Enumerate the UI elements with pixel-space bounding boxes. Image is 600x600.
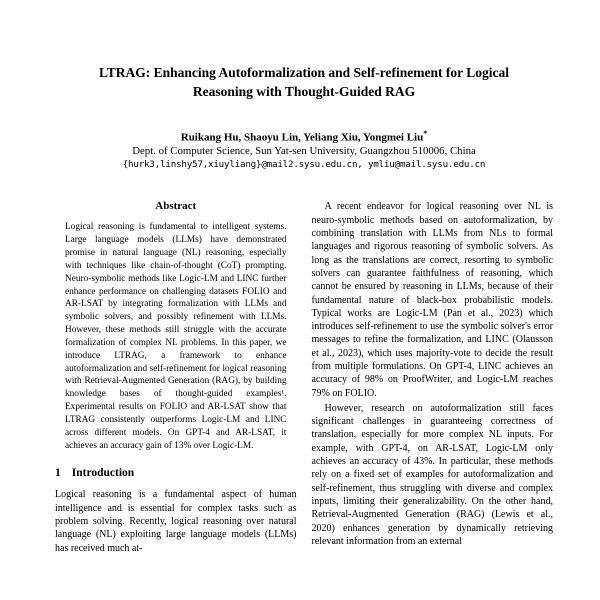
section-1-title: Introduction: [71, 467, 135, 480]
author-footnote-mark: *: [423, 128, 428, 138]
left-column: [55, 200, 297, 554]
section-1-number: 1: [55, 467, 61, 480]
paper-emails: {hurk3,linshy57,xiuyliang}@mail2.sysu.edu.cn, ymliu@mail.sysu.edu.cn: [122, 159, 486, 171]
abstract-heading: Abstract: [155, 200, 197, 213]
paper-title: [55, 64, 553, 102]
paper-title-line-1: LTRAG: Enhancing Autoformalization and Self-refinement for Logical: [98, 65, 509, 80]
paper-title-line-2: Reasoning with Thought-Guided RAG: [192, 83, 416, 99]
right-column: [312, 200, 554, 548]
abstract-text: Logical reasoning is fundamental to intelligent systems. Large language models (LLMs) have demonstrated promise in natural language (NL) reasoning, especially with techniques like chain-of-thought (CoT) prompting. Neuro-symbolic methods like Logic-LM and LINC further enhance performance on challenging datasets FOLIO and AR-LSAT by integrating formalization with LLMs and symbolic solvers, and possibly refinement with LLMs. However, these methods still struggle with the accurate formalization of complex NL problems. In this paper, we introduce LTRAG, a framework to enhance autoformalization and self-refinement for logical reasoning with Retrieval-Augmented Generation (RAG), by building knowledge bases of thought-guided examples¹. Experimental results on FOLIO and AR-LSAT show that LTRAG consistently outperforms Logic-LM and LINC across different models. On GPT-4 and AR-LSAT, it achieves an accuracy gain of 13% over Logic-LM.: [65, 222, 287, 451]
section-1-paragraph-1: Logical reasoning is a fundamental aspect of human intelligence and is essential for complex tasks such as problem solving. Recently, logical reasoning over natural language (NL) exploiting large language models (LLMs) has received much at-: [55, 489, 297, 554]
two-column-body: [55, 200, 553, 554]
section-1-heading: [55, 467, 297, 479]
paper-authors: [55, 129, 553, 144]
right-column-paragraph-2: However, research on autoformalization still faces significant challenges in guaranteeing correctness of translation, especially for more complex NL inputs. For example, with GPT-4, on AR-LSAT, Logic-LM only achieves an accuracy of 43%. In particular, these methods rely on a fixed set of examples for autoformalization and self-refinement, thus struggling with diverse and complex inputs, limiting their generalizability. On the other hand, Retrieval-Augmented Generation (RAG) (Lewis et al., 2020) enhances generation by dynamically retrieving relevant information from an external: [311, 402, 553, 547]
right-column-paragraph-1: A recent endeavor for logical reasoning over NL is neuro-symbolic methods based on autoformalization, by combining translation with LLMs from NLs to formal languages and rigorous reasoning of symbolic solvers. As long as the translations are correct, resorting to symbolic solvers can guarantee faithfulness of reasoning, which cannot be ensured by reasoning in LLMs, because of their fundamental nature of black-box probabilistic models. Typical works are Logic-LM (Pan et al., 2023) which introduces self-refinement to use the symbolic solver's error messages to refine the formalization, and LINC (Olausson et al., 2023), which uses majority-vote to decide the result from multiple formulations. On GPT-4, LINC achieves an accuracy of 98% on ProofWriter, and Logic-LM reaches 79% on FOLIO.: [311, 201, 553, 399]
paper-affiliation: Dept. of Computer Science, Sun Yat-sen University, Guangzhou 510006, China: [132, 145, 476, 158]
paper-authors-names: Ruikang Hu, Shaoyu Lin, Yeliang Xiu, Yongmei Liu: [180, 131, 424, 144]
